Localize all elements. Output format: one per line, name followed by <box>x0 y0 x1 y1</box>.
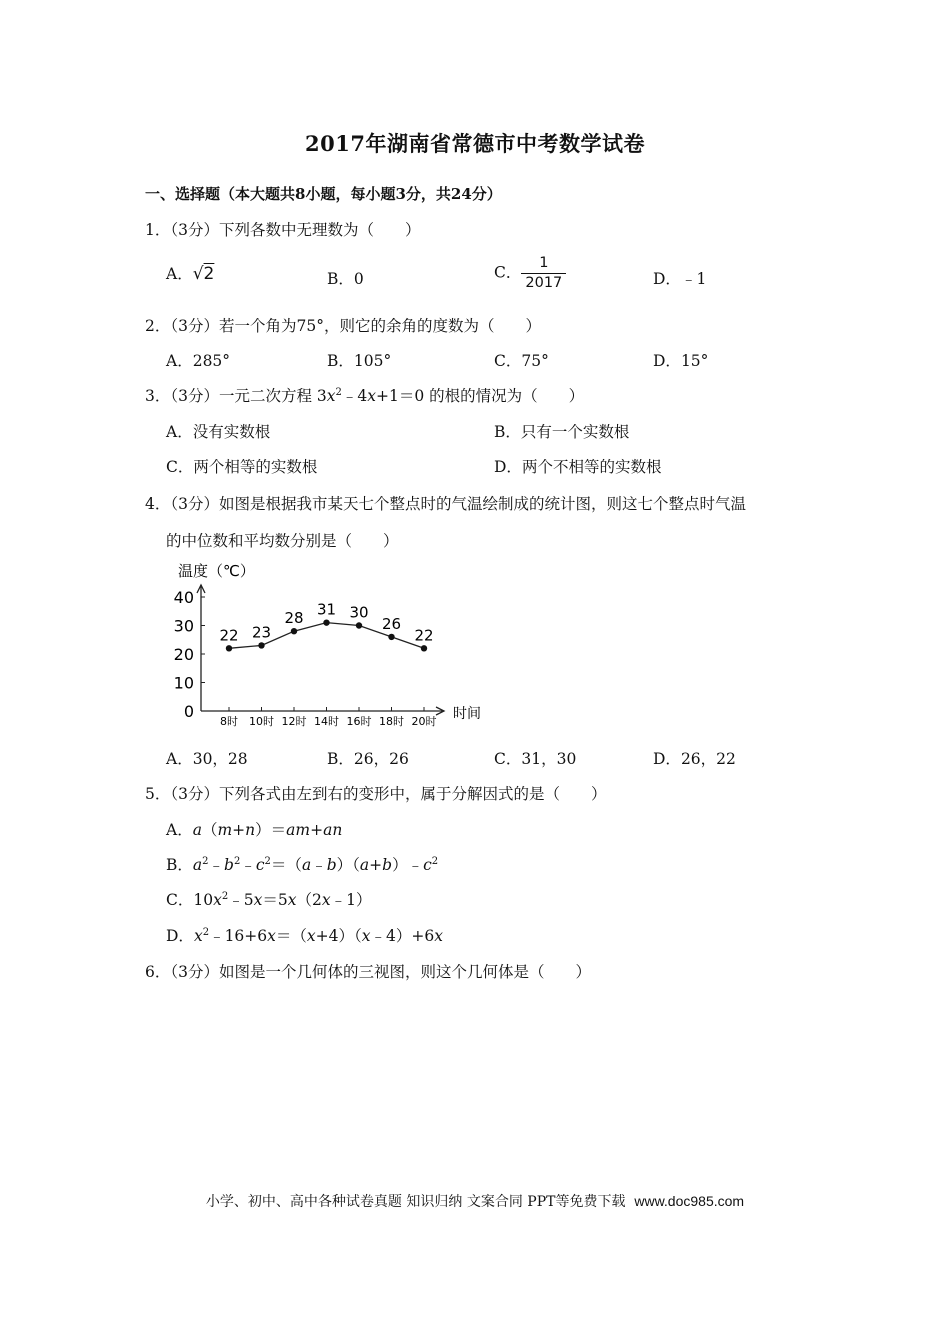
q3-option-b: B．只有一个实数根 <box>494 423 630 441</box>
q2-option-a: A．285° <box>166 352 231 370</box>
chart-x-tick-label: 8时 <box>220 715 238 728</box>
chart-data-label: 28 <box>284 609 304 628</box>
q2-option-d: D．15° <box>653 352 709 370</box>
chart-x-tick-label: 10时 <box>249 715 274 728</box>
chart-y-tick-label: 40 <box>173 588 194 607</box>
q4-option-c: C．31，30 <box>494 750 577 768</box>
chart-data-label: 22 <box>414 626 434 645</box>
question-6: 6．（3分）如图是一个几何体的三视图，则这个几何体是（ ） <box>145 963 591 981</box>
section-heading: 一、选择题（本大题共8小题，每小题3分，共24分） <box>145 185 502 203</box>
chart-xlabel: 时间 <box>453 706 481 722</box>
q3-option-c: C．两个相等的实数根 <box>166 458 318 476</box>
question-4: 4．（3分）如图是根据我市某天七个整点时的气温绘制成的统计图，则这七个整点时气温 <box>145 495 746 513</box>
q3-option-d: D．两个不相等的实数根 <box>494 458 662 476</box>
q4-option-a: A．30，28 <box>166 750 248 768</box>
chart-point <box>258 642 264 648</box>
question-3: 3．（3分）一元二次方程 $3x^2﹣4x+1=0$ 的根的情况为（ ） <box>145 387 585 405</box>
chart-point <box>226 645 232 651</box>
chart-y-tick-label: 10 <box>173 673 194 693</box>
chart-point <box>388 634 394 640</box>
chart-x-tick-label: 16时 <box>346 715 372 728</box>
q1-option-b: B．0 <box>327 270 364 288</box>
chart-data-label: 31 <box>316 600 337 619</box>
page-footer: 小学、初中、高中各种试卷真题 知识归纳 文案合同 PPT等免费下载 www.doc985.com <box>205 1193 745 1210</box>
temperature-chart <box>168 556 498 734</box>
chart-data-label: 22 <box>219 626 239 645</box>
question-4-line2: 的中位数和平均数分别是（ ） <box>166 532 399 550</box>
q1-option-a: A．√2 <box>166 264 215 284</box>
q1-option-d: D．﹣1 <box>653 270 707 288</box>
chart-y-tick-label: 0 <box>183 702 194 721</box>
q3-option-a: A．没有实数根 <box>166 423 271 441</box>
chart-point <box>356 622 362 628</box>
q5-option-b: B．$a^2﹣b^2﹣c^2=(a﹣b)(a+b)﹣c^2$ <box>166 856 439 874</box>
q5-option-c: C．$10x^2﹣5x=5x(2x﹣1)$ <box>166 891 372 909</box>
chart-ylabel: 温度（℃） <box>178 562 255 580</box>
chart-x-tick-label: 14时 <box>314 715 339 728</box>
chart-x-tick-label: 12时 <box>281 715 307 728</box>
q4-option-d: D．26，22 <box>653 750 736 768</box>
q1-option-c: C． $\frac{1}{2017}$ <box>494 254 566 293</box>
question-5: 5．（3分）下列各式由左到右的变形中，属于分解因式的是（ ） <box>145 785 607 803</box>
q2-option-c: C．75° <box>494 352 549 370</box>
chart-data-label: 23 <box>251 623 272 642</box>
chart-data-label: 26 <box>381 614 402 633</box>
q2-option-b: B．105° <box>327 352 392 370</box>
q5-option-a: A．a（m+n）＝am+an <box>166 821 343 839</box>
chart-point <box>291 628 297 634</box>
chart-x-tick-label: 18时 <box>379 715 404 728</box>
q4-option-b: B．26，26 <box>327 750 409 768</box>
chart-data-label: 30 <box>349 603 369 622</box>
page-title: 2017年湖南省常德市中考数学试卷 <box>305 131 645 156</box>
chart-y-tick-label: 20 <box>173 645 194 664</box>
chart-y-tick-label: 30 <box>173 616 194 636</box>
question-2: 2．（3分）若一个角为75°，则它的余角的度数为（ ） <box>145 317 541 335</box>
chart-x-tick-label: 20时 <box>411 715 437 728</box>
fraction: $\frac{1}{2017}$ <box>521 254 566 293</box>
question-1: 1．（3分）下列各数中无理数为（ ） <box>145 221 421 239</box>
chart-point <box>421 645 427 651</box>
footer-url[interactable]: www.doc985.com <box>634 1193 745 1209</box>
chart-point <box>323 619 329 625</box>
q5-option-d: D．$x^2﹣16+6x=(x+4)(x﹣4)+6x$ <box>166 927 443 945</box>
